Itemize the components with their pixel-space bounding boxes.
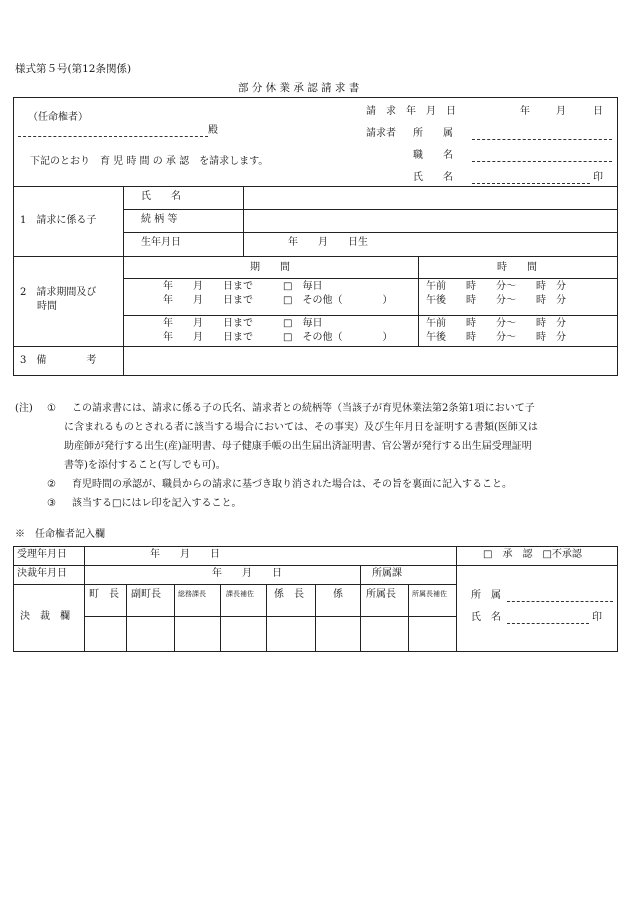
period-header: 期 間	[250, 262, 290, 273]
note-2-num: ②	[47, 479, 56, 490]
period-time-1: 午前 時 分〜 時 分	[426, 281, 566, 292]
child-name-label: 氏 名	[141, 191, 181, 202]
appointer-section-title: ※ 任命権者記入欄	[15, 529, 105, 540]
received-value: 年 月 日	[150, 549, 220, 560]
seal-label: 印	[593, 172, 603, 183]
position-dept-assistant: 所属長補佐	[412, 590, 447, 598]
period-check-1: □ 毎日	[283, 281, 323, 292]
requester-label: 請求者	[366, 128, 396, 139]
section-period-label: 2 請求期間及び	[20, 287, 97, 298]
child-birth-value: 年 月 日生	[288, 237, 368, 248]
appointer-seal: 印	[592, 612, 602, 623]
form-number: 様式第５号(第12条関係)	[15, 63, 132, 75]
shoku-label: 職 名	[413, 150, 453, 161]
received-label: 受理年月日	[17, 549, 67, 560]
request-date-label: 請 求 年 月 日	[366, 106, 456, 117]
note-1-line-3: 助産師が発行する出生(産)証明書、母子健康手帳の出生届出済証明書、官公署が発行する出生届受理証明	[64, 441, 532, 452]
period-date-1: 年 月 日まで	[163, 281, 253, 292]
position-staff: 係	[333, 589, 343, 600]
appointer-shimei-line	[507, 623, 589, 624]
shimei-label: 氏 名	[413, 172, 453, 183]
decision-date-value: 年 月 日	[212, 568, 282, 579]
period-check-4: □ その他（ ）	[283, 332, 393, 343]
position-dept-head: 所属長	[366, 589, 396, 600]
appointer-label: （任命権者）	[28, 112, 88, 123]
position-deputy-mayor: 副町長	[131, 589, 161, 600]
note-1-line-4: 書等)を添付すること(写しでも可)。	[64, 460, 226, 471]
period-date-4: 年 月 日まで	[163, 332, 253, 343]
appointer-shozoku-label: 所 属	[471, 590, 501, 601]
dept-label: 所属課	[372, 568, 402, 579]
period-check-2: □ その他（ ）	[283, 295, 393, 306]
note-3-line-1: 該当する□にはレ印を記入すること。	[72, 498, 242, 509]
period-time-4: 午後 時 分〜 時 分	[426, 332, 566, 343]
time-header: 時 間	[497, 262, 537, 273]
note-2-line-1: 育児時間の承認が、職員からの請求に基づき取り消された場合は、その旨を裏面に記入すること。	[72, 479, 512, 490]
form-title: 部 分 休 業 承 認 請 求 書	[238, 82, 360, 94]
note-1-num: ①	[47, 403, 56, 414]
period-time-3: 午前 時 分〜 時 分	[426, 318, 566, 329]
shimei-line	[472, 183, 590, 184]
shoku-line	[472, 161, 612, 162]
decision-date-label: 決裁年月日	[17, 568, 67, 579]
note-1-line-1: この請求書には、請求に係る子の氏名、請求者との続柄等（当該子が育児休業法第2条第1項において子	[72, 403, 535, 414]
section-child-label: 1 請求に係る子	[20, 215, 97, 226]
section-period-label-2: 時間	[37, 301, 57, 312]
notes-prefix: (注)	[15, 403, 33, 414]
intro-text: 下記のとおり 育 児 時 間 の 承 認 を請求します。	[30, 156, 269, 167]
remarks-label: 3 備 考	[20, 355, 97, 366]
position-section-chief: 係 長	[274, 589, 304, 600]
period-date-3: 年 月 日まで	[163, 318, 253, 329]
child-relation-label: 続 柄 等	[141, 214, 178, 225]
table-divider	[123, 186, 124, 376]
appointer-line	[18, 136, 208, 137]
decision-col-label: 決 裁 欄	[20, 611, 70, 622]
period-time-2: 午後 時 分〜 時 分	[426, 295, 566, 306]
appointer-shimei-label: 氏 名	[471, 612, 501, 623]
note-1-line-2: に含まれるものとされる者に該当する場合においては、その事実）及び生年月日を証明する書類(医師又は	[64, 422, 538, 433]
dono-label: 殿	[208, 125, 218, 136]
position-town-mayor: 町 長	[89, 589, 119, 600]
position-assistant-chief: 課長補佐	[226, 590, 254, 598]
date-hi: 日	[593, 106, 603, 117]
approval-checkboxes: □ 承 認 □不承認	[483, 549, 582, 560]
note-3-num: ③	[47, 498, 56, 509]
date-tsuki: 月	[556, 106, 566, 117]
position-general-affairs-chief: 総務課長	[178, 590, 206, 598]
shozoku-line	[472, 139, 612, 140]
shozoku-label: 所 属	[413, 128, 453, 139]
period-date-2: 年 月 日まで	[163, 295, 253, 306]
date-nen: 年	[520, 106, 530, 117]
child-birth-label: 生年月日	[141, 237, 181, 248]
appointer-shozoku-line	[507, 601, 613, 602]
period-check-3: □ 毎日	[283, 318, 323, 329]
